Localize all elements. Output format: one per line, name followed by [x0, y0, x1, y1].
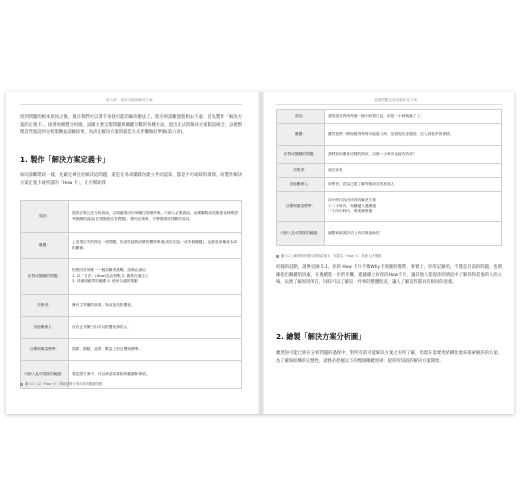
table-label-cell: 針對或關鍵的問題： — [277, 146, 325, 164]
left-section-paragraph: 如同診斷階段一樣，先確定專注於解決這問題，還是在尋求團隊內建立共同認知，都是不可或缺的環節。而製作解決方案定義卡或所謂的「How 卡」，正可幫助我 — [20, 173, 242, 186]
table-row — [21, 339, 242, 361]
left-section-heading: 1. 製作「解決方案定義卡」 — [20, 155, 110, 164]
table-row — [21, 201, 242, 233]
table-row — [21, 317, 242, 339]
table-label-cell: 難題： — [277, 124, 325, 146]
left-running-head: 第五章：善用可能的解決方案 — [106, 98, 153, 102]
book-spread — [6, 92, 514, 414]
table-value-cell: 和學者，認為已經了解每個朋友的其他人 — [325, 178, 502, 192]
table-label-cell: 現況： — [21, 201, 69, 233]
table-value-cell: 沒有正式權力但可以影響這事的人。 — [69, 317, 242, 339]
table-value-cell: 我的朋友利用每個一個小時寫日記，但是一小時就滿了了。 — [325, 110, 502, 124]
table-value-cell: 調整和資源評估上有同事協助的 — [325, 222, 502, 246]
table-label-cell: 其他關係人： — [277, 178, 325, 192]
table-label-cell: 可納入及可排除的範圍： — [21, 361, 69, 389]
table-row — [277, 110, 502, 124]
left-intro-paragraph: 找到問題的根本原因之後，現在我們可以著手尋找可能的解決辦法了。程序與診斷過程相去不遠：首先製作「解決方案的定義卡」，接著再繪製分析圖，試圖主要呈現問題與關鍵分數的各種方法，提出正式的解決方案假設組合，以便整理這些假設的分析架構並試驗結果，為決定解決方案的最佳方式步驟做好準備(第六章)。 — [20, 115, 242, 136]
table-label-cell: 難題： — [21, 233, 69, 259]
table-value-cell: 我們如何避免這樣的情況，以便一小時內也能有效率？ — [325, 146, 502, 164]
table-value-cell: 上述現空中的特定一項問題，你卻你能夠改變的獨特事項(成於因為一或多個關鍵)，也就是某種成本或的關係。 — [69, 233, 242, 259]
table-label-cell: 目標與衡量標準： — [277, 192, 325, 222]
caption-marker-icon — [20, 383, 23, 386]
right-section-paragraph: 雖然你可能已經在分析問題的過程中，對所有的可能解決方案之有所了解，但現在需要更結構化地來探索解決的方案。為了確保結構的完整性，請務必把握以下的幾個關鍵原則：從你所知道的解決方案開始。 — [276, 351, 502, 364]
right-running-head: 善做問題並找出最佳化方案 — [374, 98, 418, 102]
left-figure-caption — [20, 381, 102, 386]
table-value-cell: 雖然我們一開始覺得每時可能進入時，但我現在卻感到，沒入到很多的事情。 — [325, 124, 502, 146]
right-header-rule — [276, 104, 502, 105]
how-card-template-table — [20, 200, 242, 389]
table-value-cell: 要認證方案中，可以承諾或排除的範圍和事項。 — [69, 361, 242, 389]
left-page — [6, 92, 258, 414]
caption-marker-icon — [276, 255, 279, 258]
table-label-cell: 決策者： — [277, 164, 325, 178]
table-label-cell: 可納入及可排除的範圍： — [277, 222, 325, 246]
table-row — [277, 146, 502, 164]
table-label-cell: 決策者： — [21, 295, 69, 317]
right-section-heading: 2. 繪製「解決方案分析圖」 — [276, 332, 366, 341]
table-row — [277, 124, 502, 146]
table-value-cell: 預算、期限、品質、數量上的目標與標準。 — [69, 339, 242, 361]
table-label-cell: 現況： — [277, 110, 325, 124]
table-label-cell: 其他關係人： — [21, 317, 69, 339]
table-value-cell: 擁有主導權的事業，與直接受影響者。 — [69, 295, 242, 317]
table-row — [277, 178, 502, 192]
right-caption-text: 圖 5.2 | 範例的時間安排的結果卡，你要以「How 卡」來進入決策點 — [281, 254, 382, 258]
table-row — [277, 192, 502, 222]
table-label-cell: 針對或關鍵的問題： — [21, 259, 69, 295]
table-value-cell: 提供必要且充分的資訊，以明確指出你所關注的哪些事。只納入必要資訊，這樣團隊成員無需花時間思考無關的資訊(在現階段沒有問題)，僅列出事實，不帶情緒或判斷性用詞。 — [69, 201, 242, 233]
left-caption-text: 圖 5.1 | 以「How 卡」開始展開方案或者的關鍵問題 — [25, 382, 103, 386]
table-value-cell: 朋友家長 — [325, 164, 502, 178]
table-row — [21, 295, 242, 317]
table-row — [277, 222, 502, 246]
right-figure-caption — [276, 253, 381, 258]
right-body-paragraph: 約翰的話動，請參見圖 5.1。你的 How 卡片不像Why卡那麼的實際，事實上，你所記錄的，不僅是目前的問題，也明確指出關鍵的因素，在後續進一步的步驟，建議確立好你的How卡片，讓其他人能從你的情況中了解你和其他的人的立場，以便了解原因所在，同時可以了解這一件事的整體狀況，讓人了解這些都具有相同的意義。 — [276, 265, 502, 286]
left-header-rule — [20, 104, 242, 105]
table-label-cell: 目標與衡量標準： — [21, 339, 69, 361]
table-row — [21, 233, 242, 259]
table-value-cell: 四小時內找出所有的解決方案 十二小時內，與關鍵人選溝通 二十四小時內，與業務實施 — [325, 192, 502, 222]
table-row — [277, 164, 502, 178]
right-page — [264, 92, 514, 414]
table-value-cell: 你想回答的唯一一個診斷者挑戰。請務必滿足： 1. 以「方法」(How)為出發點 2. 聚焦在過去上 3. 具備明確界的範圍 4. 使用合適的措辭 — [69, 259, 242, 295]
how-card-example-table — [276, 109, 502, 246]
table-row — [21, 259, 242, 295]
